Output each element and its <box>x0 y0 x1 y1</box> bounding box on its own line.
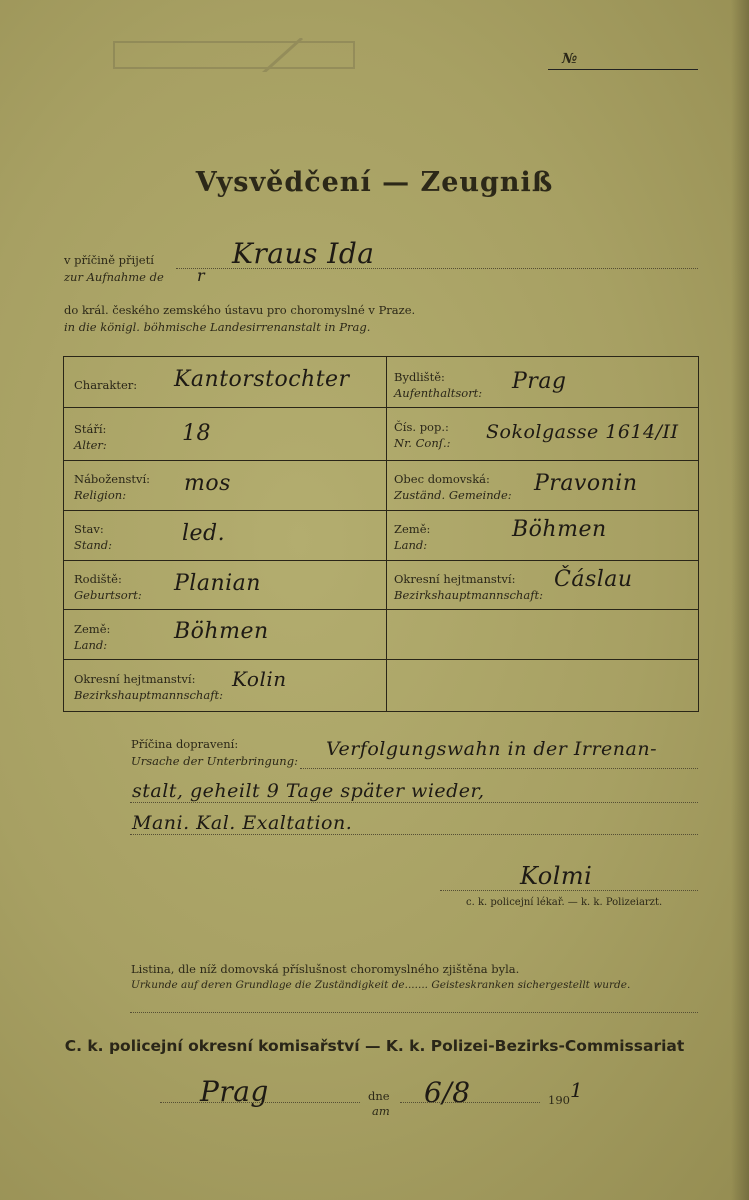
religion-label-cs: Náboženství: <box>74 472 151 486</box>
cause-line-2: stalt, geheilt 9 Tage später wieder, <box>132 780 485 802</box>
row-line <box>386 560 698 561</box>
district-label-de: Bezirkshauptmannschaft: <box>74 688 223 702</box>
institute-cs: do král. českého zemského ústavu pro choromyslné v Praze. <box>64 303 416 317</box>
year-suffix: 1 <box>570 1078 584 1102</box>
faded-stamp <box>112 38 360 72</box>
right-district-value: Čáslau <box>554 567 633 592</box>
district-value: Kolin <box>232 667 287 691</box>
birthplace-label-de: Geburtsort: <box>74 588 142 602</box>
physician-role: c. k. policejní lékař. — k. k. Polizeiarzt. <box>466 897 663 908</box>
date-dotline <box>400 1102 540 1103</box>
house-number-label-cs: Čís. pop.: <box>394 420 449 434</box>
document-note-de: Urkunde auf deren Grundlage die Zuständigkeit de....... Geisteskranken sichergestellt wurde. <box>131 979 631 991</box>
cause-line-1: Verfolgungswahn in der Irrenan- <box>326 738 658 760</box>
district-label <box>74 671 223 703</box>
issue-place: Prag <box>200 1075 269 1108</box>
birthplace-label-cs: Rodiště: <box>74 572 122 586</box>
country-label <box>74 621 110 653</box>
right-country-label-cs: Země: <box>394 522 431 536</box>
row-line <box>64 659 386 660</box>
cause-label-de: Ursache der Unterbringung: <box>131 754 298 768</box>
charakter-label <box>74 377 137 393</box>
authority-title: C. k. policejní okresní komisařství — K. k. Polizei-Bezirks-Commissariat <box>64 1037 685 1055</box>
age-label-cs: Stáří: <box>74 422 107 436</box>
birthplace-label <box>74 571 142 603</box>
page-title: Vysvědčení — Zeugniß <box>195 167 554 198</box>
row-line <box>386 609 698 610</box>
home-community-label-cs: Obec domovská: <box>394 472 490 486</box>
issue-date: 6/8 <box>424 1076 471 1109</box>
age-label-de: Alter: <box>74 438 107 452</box>
dne-label: dne <box>368 1089 390 1103</box>
house-number-label-de: Nr. Conſ.: <box>394 436 451 450</box>
place-dotline <box>160 1102 360 1103</box>
row-line <box>386 510 698 511</box>
signature-dotline <box>440 890 698 891</box>
admission-dotline <box>176 268 698 269</box>
residence-label-cs: Bydliště: <box>394 370 445 384</box>
number-label: № <box>562 51 578 67</box>
row-line <box>386 460 698 461</box>
admission-label-de: zur Aufnahme de <box>64 270 164 284</box>
country-label-cs: Země: <box>74 622 111 636</box>
house-number-value: Sokolgasse 1614/II <box>486 421 679 443</box>
cause-dotline <box>130 834 698 835</box>
religion-label-de: Religion: <box>74 488 127 502</box>
table-divider <box>386 357 387 711</box>
home-community-value: Pravonin <box>534 471 638 496</box>
religion-label <box>74 471 150 503</box>
personal-data-table <box>63 356 699 712</box>
home-community-label-de: Zuständ. Gemeinde: <box>394 488 512 502</box>
admission-label-cs: v příčině přijetí <box>64 253 154 267</box>
right-district-label <box>394 571 543 603</box>
row-line <box>64 407 386 408</box>
residence-label <box>394 369 482 401</box>
right-country-label-de: Land: <box>394 538 428 552</box>
row-line <box>64 560 386 561</box>
right-district-label-cs: Okresní hejtmanství: <box>394 572 516 586</box>
admission-de-suffix: r <box>197 266 206 285</box>
row-line <box>64 460 386 461</box>
faded-stamp-graphic <box>112 38 360 72</box>
age-label <box>74 421 107 453</box>
home-community-label <box>394 471 512 503</box>
age-value: 18 <box>182 421 211 446</box>
charakter-value: Kantorstochter <box>174 367 350 392</box>
country-label-de: Land: <box>74 638 108 652</box>
right-country-value: Böhmen <box>512 517 607 542</box>
status-label-de: Stand: <box>74 538 112 552</box>
charakter-label-cs: Charakter: <box>74 378 138 392</box>
house-number-label <box>394 419 451 451</box>
residence-value: Prag <box>512 369 567 394</box>
right-district-label-de: Bezirkshauptmannschaft: <box>394 588 543 602</box>
cause-line-3: Mani. Kal. Exaltation. <box>132 812 353 834</box>
patient-name: Kraus Ida <box>232 237 375 270</box>
document-note-cs: Listina, dle níž domovská příslušnost choromyslného zjištěna byla. <box>131 962 520 976</box>
right-country-label <box>394 521 430 553</box>
physician-signature: Kolmi <box>520 862 593 890</box>
year-prefix: 190 <box>548 1093 570 1107</box>
residence-label-de: Aufenthaltsort: <box>394 386 483 400</box>
country-value: Böhmen <box>174 619 269 644</box>
row-line <box>64 510 386 511</box>
status-label <box>74 521 112 553</box>
religion-value: mos <box>184 471 231 496</box>
birthplace-value: Planian <box>174 571 261 596</box>
cause-dotline <box>130 802 698 803</box>
am-label: am <box>372 1104 390 1118</box>
cause-label-cs: Příčina dopravení: <box>131 737 239 751</box>
institute-de: in die königl. böhmische Landesirrenanstalt in Prag. <box>64 320 371 334</box>
row-line <box>64 609 386 610</box>
status-value: led. <box>182 521 226 546</box>
row-line <box>386 659 698 660</box>
cause-dotline <box>300 768 698 769</box>
number-line <box>548 69 698 70</box>
status-label-cs: Stav: <box>74 522 104 536</box>
note-dotline <box>130 1012 698 1013</box>
district-label-cs: Okresní hejtmanství: <box>74 672 196 686</box>
row-line <box>386 407 698 408</box>
